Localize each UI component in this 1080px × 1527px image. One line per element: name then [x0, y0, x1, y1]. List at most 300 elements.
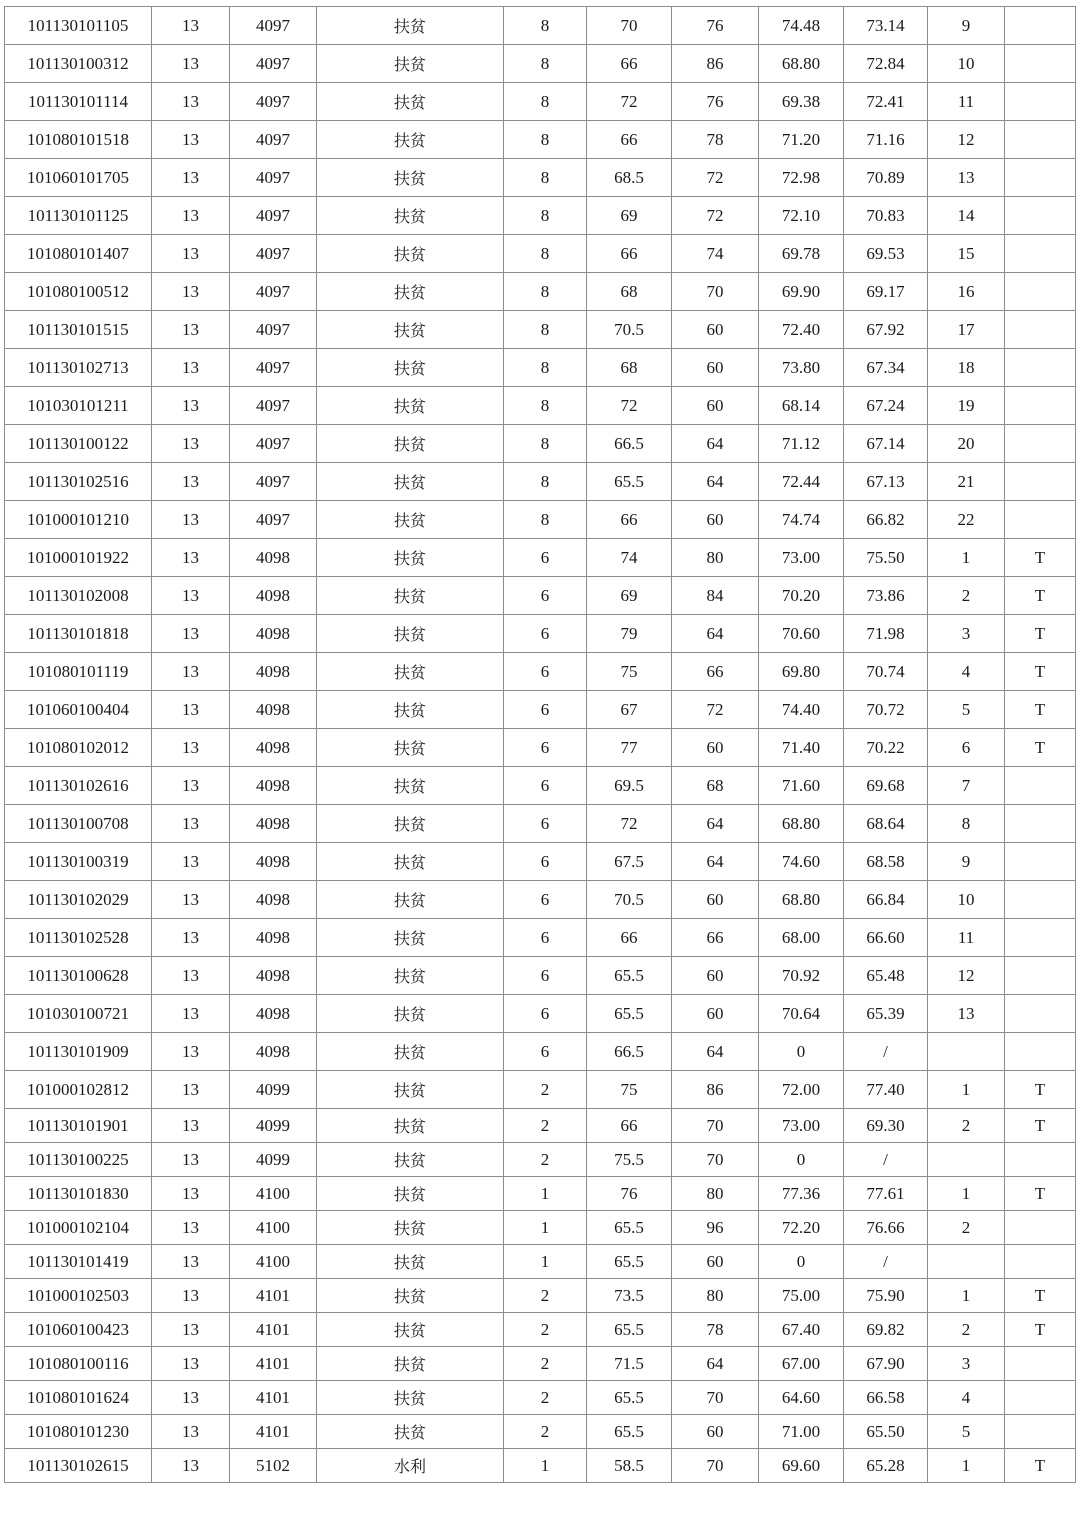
mark-cell	[1005, 1347, 1076, 1381]
written-score-cell: 77	[587, 729, 672, 767]
written-score-cell: 65.5	[587, 463, 672, 501]
category-cell: 扶贫	[317, 311, 504, 349]
score-3-cell: 74.74	[759, 501, 844, 539]
total-score-cell: 69.30	[844, 1109, 928, 1143]
position-code-cell: 4097	[230, 121, 317, 159]
exam-id-cell: 101130100225	[5, 1143, 152, 1177]
rank-cell: 1	[928, 1449, 1005, 1483]
written-score-cell: 70	[587, 7, 672, 45]
written-score-cell: 68.5	[587, 159, 672, 197]
written-score-cell: 65.5	[587, 995, 672, 1033]
position-code-cell: 4098	[230, 843, 317, 881]
code-cell: 13	[152, 957, 230, 995]
score-2-cell: 66	[672, 919, 759, 957]
quota-cell: 1	[504, 1449, 587, 1483]
position-code-cell: 4099	[230, 1109, 317, 1143]
position-code-cell: 4098	[230, 729, 317, 767]
total-score-cell: 77.40	[844, 1071, 928, 1109]
written-score-cell: 66.5	[587, 1033, 672, 1071]
written-score-cell: 66	[587, 1109, 672, 1143]
table-row	[5, 577, 1076, 615]
rank-cell: 5	[928, 691, 1005, 729]
quota-cell: 8	[504, 425, 587, 463]
code-cell: 13	[152, 1211, 230, 1245]
position-code-cell: 4101	[230, 1381, 317, 1415]
total-score-cell: 67.13	[844, 463, 928, 501]
score-3-cell: 0	[759, 1245, 844, 1279]
score-2-cell: 70	[672, 1109, 759, 1143]
code-cell: 13	[152, 425, 230, 463]
quota-cell: 2	[504, 1279, 587, 1313]
category-cell: 扶贫	[317, 539, 504, 577]
score-3-cell: 71.20	[759, 121, 844, 159]
exam-id-cell: 101130101515	[5, 311, 152, 349]
score-3-cell: 68.00	[759, 919, 844, 957]
quota-cell: 1	[504, 1211, 587, 1245]
quota-cell: 6	[504, 805, 587, 843]
total-score-cell: 67.24	[844, 387, 928, 425]
total-score-cell: 69.53	[844, 235, 928, 273]
table-row	[5, 767, 1076, 805]
score-3-cell: 69.90	[759, 273, 844, 311]
score-3-cell: 70.92	[759, 957, 844, 995]
total-score-cell: 75.50	[844, 539, 928, 577]
score-2-cell: 60	[672, 1415, 759, 1449]
score-2-cell: 84	[672, 577, 759, 615]
rank-cell: 8	[928, 805, 1005, 843]
quota-cell: 8	[504, 387, 587, 425]
table-row	[5, 197, 1076, 235]
category-cell: 扶贫	[317, 1211, 504, 1245]
score-2-cell: 72	[672, 691, 759, 729]
score-2-cell: 78	[672, 121, 759, 159]
score-3-cell: 71.40	[759, 729, 844, 767]
written-score-cell: 73.5	[587, 1279, 672, 1313]
total-score-cell: 70.72	[844, 691, 928, 729]
score-2-cell: 60	[672, 995, 759, 1033]
score-2-cell: 80	[672, 1177, 759, 1211]
exam-id-cell: 101000102812	[5, 1071, 152, 1109]
quota-cell: 8	[504, 83, 587, 121]
quota-cell: 6	[504, 843, 587, 881]
category-cell: 扶贫	[317, 159, 504, 197]
mark-cell: T	[1005, 539, 1076, 577]
category-cell: 扶贫	[317, 1347, 504, 1381]
position-code-cell: 4098	[230, 539, 317, 577]
total-score-cell: 70.83	[844, 197, 928, 235]
position-code-cell: 4098	[230, 577, 317, 615]
category-cell: 扶贫	[317, 767, 504, 805]
code-cell: 13	[152, 83, 230, 121]
quota-cell: 8	[504, 463, 587, 501]
score-2-cell: 60	[672, 729, 759, 767]
code-cell: 13	[152, 45, 230, 83]
score-3-cell: 72.20	[759, 1211, 844, 1245]
written-score-cell: 68	[587, 273, 672, 311]
total-score-cell: 68.64	[844, 805, 928, 843]
position-code-cell: 4097	[230, 501, 317, 539]
score-2-cell: 72	[672, 197, 759, 235]
position-code-cell: 4099	[230, 1143, 317, 1177]
quota-cell: 6	[504, 729, 587, 767]
mark-cell: T	[1005, 1071, 1076, 1109]
position-code-cell: 4098	[230, 805, 317, 843]
category-cell: 扶贫	[317, 1177, 504, 1211]
category-cell: 扶贫	[317, 1279, 504, 1313]
written-score-cell: 58.5	[587, 1449, 672, 1483]
score-2-cell: 64	[672, 463, 759, 501]
score-2-cell: 74	[672, 235, 759, 273]
mark-cell	[1005, 1033, 1076, 1071]
position-code-cell: 4097	[230, 235, 317, 273]
rank-cell: 11	[928, 83, 1005, 121]
total-score-cell: 73.14	[844, 7, 928, 45]
category-cell: 扶贫	[317, 653, 504, 691]
quota-cell: 8	[504, 349, 587, 387]
score-2-cell: 60	[672, 311, 759, 349]
table-row	[5, 957, 1076, 995]
position-code-cell: 4101	[230, 1279, 317, 1313]
total-score-cell: 68.58	[844, 843, 928, 881]
score-3-cell: 70.64	[759, 995, 844, 1033]
category-cell: 扶贫	[317, 1415, 504, 1449]
score-2-cell: 80	[672, 539, 759, 577]
rank-cell: 10	[928, 45, 1005, 83]
total-score-cell: 76.66	[844, 1211, 928, 1245]
category-cell: 水利	[317, 1449, 504, 1483]
category-cell: 扶贫	[317, 235, 504, 273]
code-cell: 13	[152, 577, 230, 615]
written-score-cell: 67.5	[587, 843, 672, 881]
written-score-cell: 65.5	[587, 1381, 672, 1415]
total-score-cell: 72.41	[844, 83, 928, 121]
exam-id-cell: 101080101518	[5, 121, 152, 159]
table-row	[5, 1177, 1076, 1211]
code-cell: 13	[152, 843, 230, 881]
total-score-cell: 66.82	[844, 501, 928, 539]
quota-cell: 2	[504, 1381, 587, 1415]
rank-cell: 20	[928, 425, 1005, 463]
score-3-cell: 77.36	[759, 1177, 844, 1211]
quota-cell: 1	[504, 1245, 587, 1279]
exam-id-cell: 101060100404	[5, 691, 152, 729]
category-cell: 扶贫	[317, 919, 504, 957]
mark-cell	[1005, 83, 1076, 121]
score-3-cell: 70.60	[759, 615, 844, 653]
quota-cell: 2	[504, 1109, 587, 1143]
total-score-cell: 69.17	[844, 273, 928, 311]
exam-id-cell: 101130101114	[5, 83, 152, 121]
total-score-cell: 71.16	[844, 121, 928, 159]
mark-cell: T	[1005, 615, 1076, 653]
mark-cell	[1005, 425, 1076, 463]
score-table-body	[5, 7, 1076, 1483]
table-row	[5, 45, 1076, 83]
code-cell: 13	[152, 995, 230, 1033]
exam-id-cell: 101030101211	[5, 387, 152, 425]
position-code-cell: 4097	[230, 7, 317, 45]
score-3-cell: 64.60	[759, 1381, 844, 1415]
category-cell: 扶贫	[317, 7, 504, 45]
mark-cell	[1005, 273, 1076, 311]
quota-cell: 2	[504, 1415, 587, 1449]
rank-cell	[928, 1033, 1005, 1071]
position-code-cell: 4097	[230, 159, 317, 197]
quota-cell: 6	[504, 691, 587, 729]
total-score-cell: 67.92	[844, 311, 928, 349]
quota-cell: 2	[504, 1347, 587, 1381]
rank-cell: 10	[928, 881, 1005, 919]
quota-cell: 6	[504, 1033, 587, 1071]
quota-cell: 6	[504, 995, 587, 1033]
score-3-cell: 0	[759, 1033, 844, 1071]
total-score-cell: 73.86	[844, 577, 928, 615]
score-2-cell: 64	[672, 615, 759, 653]
written-score-cell: 69.5	[587, 767, 672, 805]
exam-id-cell: 101000102503	[5, 1279, 152, 1313]
category-cell: 扶贫	[317, 1245, 504, 1279]
exam-id-cell: 101080100512	[5, 273, 152, 311]
mark-cell	[1005, 957, 1076, 995]
total-score-cell: /	[844, 1143, 928, 1177]
exam-id-cell: 101130102528	[5, 919, 152, 957]
position-code-cell: 4101	[230, 1313, 317, 1347]
exam-id-cell: 101060100423	[5, 1313, 152, 1347]
table-row	[5, 995, 1076, 1033]
exam-id-cell: 101130102029	[5, 881, 152, 919]
score-3-cell: 0	[759, 1143, 844, 1177]
table-row	[5, 1381, 1076, 1415]
mark-cell	[1005, 843, 1076, 881]
position-code-cell: 4101	[230, 1415, 317, 1449]
code-cell: 13	[152, 159, 230, 197]
category-cell: 扶贫	[317, 1143, 504, 1177]
score-2-cell: 78	[672, 1313, 759, 1347]
rank-cell: 19	[928, 387, 1005, 425]
rank-cell: 5	[928, 1415, 1005, 1449]
quota-cell: 8	[504, 7, 587, 45]
table-row	[5, 1033, 1076, 1071]
code-cell: 13	[152, 1245, 230, 1279]
position-code-cell: 4097	[230, 273, 317, 311]
code-cell: 13	[152, 1177, 230, 1211]
exam-id-cell: 101130102615	[5, 1449, 152, 1483]
code-cell: 13	[152, 1109, 230, 1143]
mark-cell	[1005, 463, 1076, 501]
category-cell: 扶贫	[317, 425, 504, 463]
code-cell: 13	[152, 7, 230, 45]
rank-cell: 7	[928, 767, 1005, 805]
written-score-cell: 72	[587, 387, 672, 425]
total-score-cell: 70.89	[844, 159, 928, 197]
total-score-cell: 69.68	[844, 767, 928, 805]
written-score-cell: 65.5	[587, 1415, 672, 1449]
score-table	[4, 6, 1076, 1483]
quota-cell: 1	[504, 1177, 587, 1211]
mark-cell	[1005, 349, 1076, 387]
quota-cell: 8	[504, 235, 587, 273]
table-row	[5, 1279, 1076, 1313]
mark-cell	[1005, 1381, 1076, 1415]
exam-id-cell: 101080100116	[5, 1347, 152, 1381]
category-cell: 扶贫	[317, 881, 504, 919]
mark-cell	[1005, 805, 1076, 843]
rank-cell: 1	[928, 1071, 1005, 1109]
score-2-cell: 76	[672, 7, 759, 45]
code-cell: 13	[152, 1313, 230, 1347]
written-score-cell: 69	[587, 197, 672, 235]
mark-cell: T	[1005, 691, 1076, 729]
category-cell: 扶贫	[317, 197, 504, 235]
mark-cell: T	[1005, 1279, 1076, 1313]
rank-cell: 18	[928, 349, 1005, 387]
written-score-cell: 66	[587, 235, 672, 273]
score-3-cell: 73.80	[759, 349, 844, 387]
category-cell: 扶贫	[317, 1033, 504, 1071]
code-cell: 13	[152, 919, 230, 957]
table-row	[5, 121, 1076, 159]
category-cell: 扶贫	[317, 1109, 504, 1143]
table-row	[5, 1415, 1076, 1449]
score-2-cell: 60	[672, 957, 759, 995]
mark-cell	[1005, 995, 1076, 1033]
position-code-cell: 4097	[230, 463, 317, 501]
written-score-cell: 72	[587, 805, 672, 843]
position-code-cell: 4098	[230, 995, 317, 1033]
position-code-cell: 4098	[230, 881, 317, 919]
score-3-cell: 70.20	[759, 577, 844, 615]
category-cell: 扶贫	[317, 577, 504, 615]
exam-id-cell: 101080101624	[5, 1381, 152, 1415]
quota-cell: 8	[504, 45, 587, 83]
score-2-cell: 80	[672, 1279, 759, 1313]
total-score-cell: 66.84	[844, 881, 928, 919]
rank-cell: 1	[928, 1279, 1005, 1313]
table-row	[5, 1313, 1076, 1347]
rank-cell: 2	[928, 1313, 1005, 1347]
total-score-cell: 72.84	[844, 45, 928, 83]
position-code-cell: 4097	[230, 45, 317, 83]
rank-cell: 6	[928, 729, 1005, 767]
rank-cell: 13	[928, 159, 1005, 197]
mark-cell	[1005, 197, 1076, 235]
table-row	[5, 805, 1076, 843]
total-score-cell: /	[844, 1245, 928, 1279]
mark-cell	[1005, 767, 1076, 805]
category-cell: 扶贫	[317, 501, 504, 539]
score-2-cell: 60	[672, 387, 759, 425]
table-row	[5, 539, 1076, 577]
exam-id-cell: 101130100319	[5, 843, 152, 881]
score-3-cell: 71.12	[759, 425, 844, 463]
quota-cell: 8	[504, 311, 587, 349]
position-code-cell: 4097	[230, 311, 317, 349]
score-2-cell: 96	[672, 1211, 759, 1245]
code-cell: 13	[152, 653, 230, 691]
rank-cell: 2	[928, 577, 1005, 615]
mark-cell: T	[1005, 577, 1076, 615]
position-code-cell: 4098	[230, 653, 317, 691]
rank-cell: 12	[928, 121, 1005, 159]
code-cell: 13	[152, 691, 230, 729]
exam-id-cell: 101130102713	[5, 349, 152, 387]
exam-id-cell: 101130101105	[5, 7, 152, 45]
score-2-cell: 60	[672, 501, 759, 539]
position-code-cell: 4097	[230, 425, 317, 463]
score-3-cell: 72.40	[759, 311, 844, 349]
position-code-cell: 4098	[230, 957, 317, 995]
mark-cell: T	[1005, 1177, 1076, 1211]
exam-id-cell: 101060101705	[5, 159, 152, 197]
quota-cell: 6	[504, 577, 587, 615]
rank-cell	[928, 1245, 1005, 1279]
mark-cell	[1005, 7, 1076, 45]
mark-cell: T	[1005, 653, 1076, 691]
total-score-cell: 66.58	[844, 1381, 928, 1415]
written-score-cell: 75	[587, 1071, 672, 1109]
position-code-cell: 4098	[230, 1033, 317, 1071]
score-3-cell: 71.00	[759, 1415, 844, 1449]
score-2-cell: 72	[672, 159, 759, 197]
written-score-cell: 79	[587, 615, 672, 653]
category-cell: 扶贫	[317, 957, 504, 995]
code-cell: 13	[152, 349, 230, 387]
mark-cell	[1005, 501, 1076, 539]
score-2-cell: 70	[672, 1449, 759, 1483]
quota-cell: 2	[504, 1071, 587, 1109]
exam-id-cell: 101130101830	[5, 1177, 152, 1211]
total-score-cell: 67.14	[844, 425, 928, 463]
written-score-cell: 70.5	[587, 311, 672, 349]
total-score-cell: 67.34	[844, 349, 928, 387]
mark-cell	[1005, 121, 1076, 159]
exam-id-cell: 101130100708	[5, 805, 152, 843]
rank-cell: 1	[928, 539, 1005, 577]
total-score-cell: 77.61	[844, 1177, 928, 1211]
table-row	[5, 1109, 1076, 1143]
exam-id-cell: 101130102008	[5, 577, 152, 615]
exam-id-cell: 101130100312	[5, 45, 152, 83]
code-cell: 13	[152, 463, 230, 501]
quota-cell: 6	[504, 957, 587, 995]
table-row	[5, 7, 1076, 45]
rank-cell: 4	[928, 1381, 1005, 1415]
category-cell: 扶贫	[317, 615, 504, 653]
mark-cell	[1005, 45, 1076, 83]
quota-cell: 6	[504, 767, 587, 805]
exam-id-cell: 101000102104	[5, 1211, 152, 1245]
exam-id-cell: 101080101407	[5, 235, 152, 273]
written-score-cell: 75	[587, 653, 672, 691]
position-code-cell: 4097	[230, 197, 317, 235]
table-row	[5, 349, 1076, 387]
position-code-cell: 4097	[230, 83, 317, 121]
score-3-cell: 74.40	[759, 691, 844, 729]
quota-cell: 6	[504, 653, 587, 691]
score-3-cell: 71.60	[759, 767, 844, 805]
score-3-cell: 68.14	[759, 387, 844, 425]
table-row	[5, 463, 1076, 501]
position-code-cell: 4101	[230, 1347, 317, 1381]
position-code-cell: 5102	[230, 1449, 317, 1483]
position-code-cell: 4097	[230, 349, 317, 387]
score-3-cell: 69.60	[759, 1449, 844, 1483]
quota-cell: 8	[504, 121, 587, 159]
score-3-cell: 69.78	[759, 235, 844, 273]
score-3-cell: 68.80	[759, 881, 844, 919]
exam-id-cell: 101130100628	[5, 957, 152, 995]
code-cell: 13	[152, 1033, 230, 1071]
